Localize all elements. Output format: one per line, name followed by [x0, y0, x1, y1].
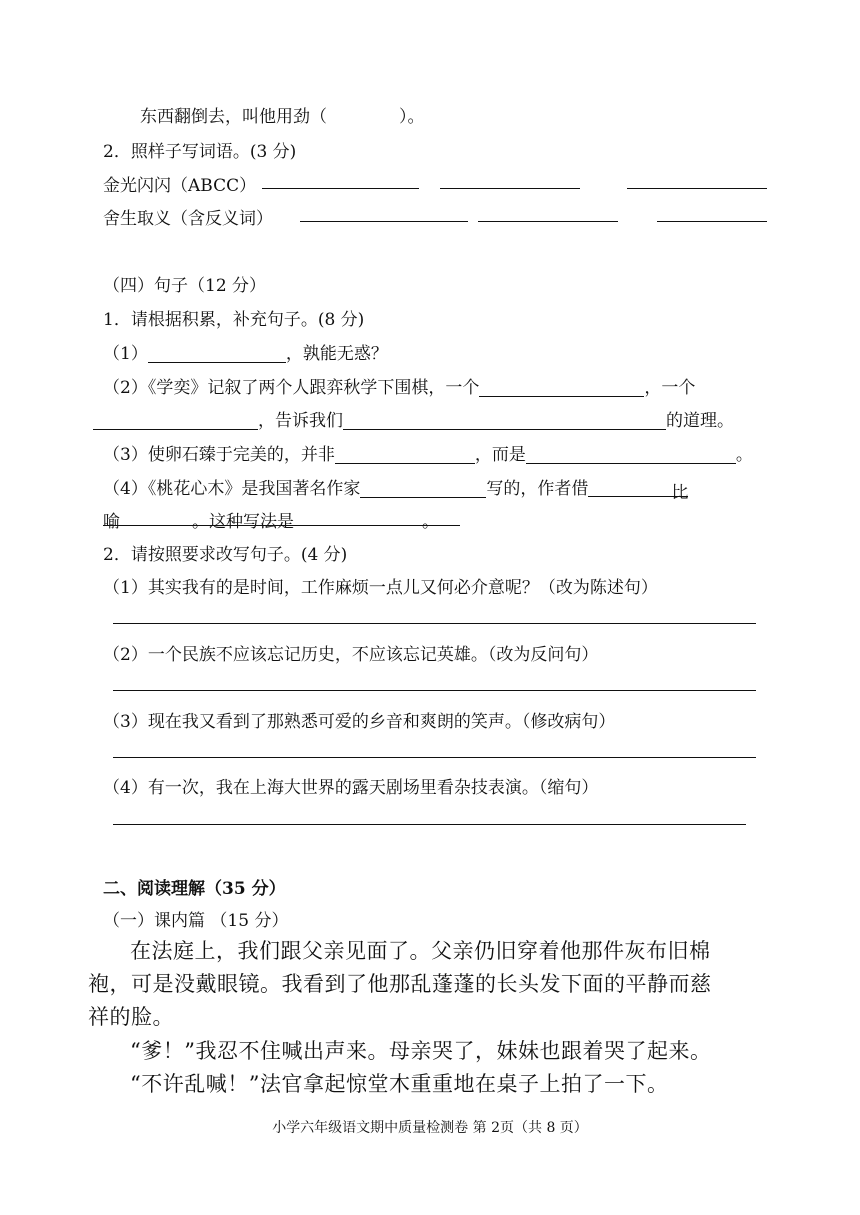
answer-line[interactable] [113, 757, 756, 758]
section-4-question-1-title: 1．请根据积累，补充句子。(8 分) [103, 310, 365, 330]
passage-line: 祥的脸。 [88, 1005, 174, 1029]
fill-line-1: （1） ，孰能无惑？ [103, 344, 388, 364]
page-footer: 小学六年级语文期中质量检测卷 第 2页（共 8 页） [272, 1120, 588, 1136]
answer-blank[interactable]: 比 [588, 478, 688, 497]
answer-blank[interactable] [343, 411, 666, 430]
answer-blank[interactable] [440, 188, 580, 189]
passage-line: “爹！”我忍不住喊出声来。母亲哭了，妹妹也跟着哭了起来。 [130, 1039, 712, 1063]
question-2-item-2: 舍生取义（含反义词） [103, 209, 273, 229]
rewrite-1: （1）其实我有的是时间，工作麻烦一点儿又何必介意呢？（改为陈述句） [103, 578, 658, 598]
answer-blank[interactable] [627, 188, 767, 189]
answer-line[interactable] [113, 623, 756, 624]
answer-blank[interactable] [335, 445, 475, 464]
answer-blank[interactable] [657, 221, 767, 222]
reading-subtitle: （一）课内篇 （15 分） [103, 911, 289, 931]
answer-blank[interactable] [479, 378, 644, 397]
passage-line: 在法庭上，我们跟父亲见面了。父亲仍旧穿着他那件灰布旧棉 [130, 939, 711, 963]
answer-blank[interactable] [300, 221, 468, 222]
passage-line: “不许乱喊！”法官拿起惊堂木重重地在桌子上拍了一下。 [130, 1072, 669, 1096]
answer-blank[interactable] [478, 221, 618, 222]
answer-blank[interactable] [526, 445, 736, 464]
fill-line-5: （4）《桃花心木》是我国著名作家 写的，作者借 比 [103, 479, 689, 503]
fill-line-6 [103, 507, 460, 532]
fill-line-2: （2）《学奕》记叙了两个人跟弈秋学下围棋，一个 ，一个 [103, 378, 696, 398]
answer-blank[interactable] [148, 344, 286, 363]
answer-blank[interactable] [93, 411, 258, 430]
answer-blank[interactable] [262, 188, 419, 189]
rewrite-3: （3）现在我又看到了那熟悉可爱的乡音和爽朗的笑声。（修改病句） [103, 712, 616, 732]
section-4-title: （四）句子（12 分） [103, 276, 267, 296]
answer-blank[interactable] [360, 479, 486, 498]
fill-line-4: （3）使卵石臻于完美的，并非 ，而是 。 [103, 445, 753, 465]
answer-line[interactable] [113, 690, 756, 691]
question-2-item-1: 金光闪闪（ABCC） [103, 176, 257, 196]
question-2-title: 2．照样子写词语。(3 分) [103, 142, 297, 162]
reading-title: 二、阅读理解（35 分） [103, 879, 286, 899]
section-4-question-2-title: 2．请按照要求改写句子。(4 分) [103, 545, 348, 565]
passage-line: 袍，可是没戴眼镜。我看到了他那乱蓬蓬的长头发下面的平静而慈 [88, 972, 712, 996]
fill-line-3: ，告诉我们 的道理。 [93, 406, 734, 431]
answer-blank[interactable]: 喻 。这种写法是 。 [103, 507, 460, 526]
rewrite-4: （4）有一次，我在上海大世界的露天剧场里看杂技表演。（缩句） [103, 778, 599, 798]
answer-line[interactable] [113, 824, 746, 825]
top-line: 东西翻倒去，叫他用劲（ ）。 [140, 107, 425, 127]
rewrite-2: （2）一个民族不应该忘记历史，不应该忘记英雄。（改为反问句） [103, 645, 599, 665]
